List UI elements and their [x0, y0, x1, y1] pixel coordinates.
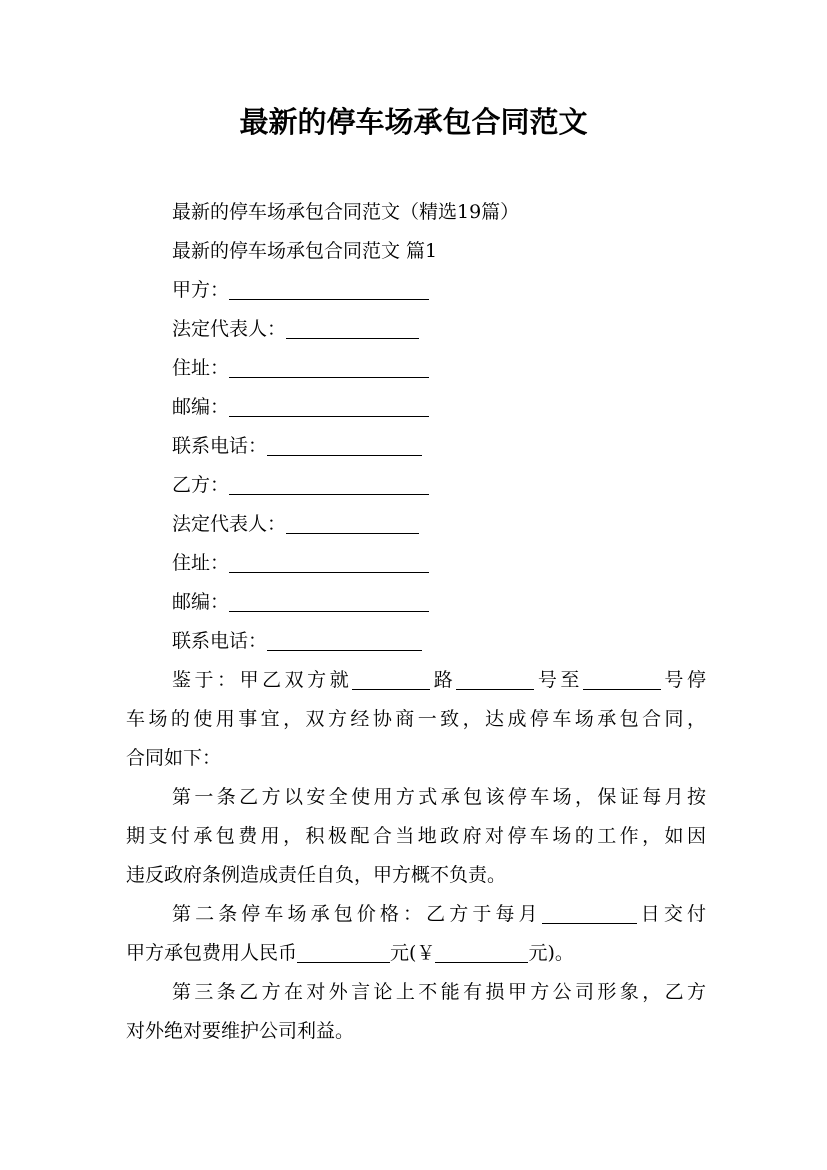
article-2-line-1: [126, 895, 706, 934]
party-a-address-line: [126, 349, 706, 388]
party-a-rep-blank: [286, 316, 419, 339]
party-b-phone-blank: [267, 628, 422, 651]
party-b-name-line: [126, 466, 706, 505]
party-a-address-blank: [229, 355, 429, 378]
party-a-address-label: 住址：: [172, 357, 230, 379]
party-a-name-label: 甲方：: [172, 279, 230, 301]
article-2-line-2: [126, 934, 706, 973]
article-2-text-1: 第二条停车场承包价格：乙方于每月: [172, 903, 542, 925]
preamble-line-3: 合同如下：: [126, 747, 222, 769]
article-3-line-1: 第三条乙方在对外言论上不能有损甲方公司形象，乙方: [172, 981, 706, 1003]
party-a-phone-blank: [267, 433, 422, 456]
preamble-line-1: [126, 661, 706, 700]
number-to-blank: [583, 667, 661, 690]
party-b-rep-blank: [286, 511, 419, 534]
article-1-line-2: 期支付承包费用，积极配合当地政府对停车场的工作，如因: [126, 825, 706, 847]
party-b-address-line: [126, 544, 706, 583]
article-3-line-2: 对外绝对要维护公司利益。: [126, 1020, 355, 1042]
subtitle: 最新的停车场承包合同范文（精选19篇）: [172, 201, 520, 223]
article-1-line-1: 第一条乙方以安全使用方式承包该停车场，保证每月按: [172, 786, 706, 808]
party-b-phone-label: 联系电话：: [172, 630, 268, 652]
party-a-name-blank: [229, 277, 429, 300]
party-a-phone-line: [126, 427, 706, 466]
party-a-rep-label: 法定代表人：: [172, 318, 287, 340]
party-b-phone-line: [126, 622, 706, 661]
amount-words-blank: [297, 940, 390, 963]
article-2-text-4: 元(￥: [390, 942, 436, 964]
amount-figures-blank: [435, 940, 528, 963]
party-a-postcode-label: 邮编：: [172, 396, 230, 418]
party-b-postcode-blank: [229, 589, 429, 612]
payment-day-blank: [542, 901, 637, 924]
article-2-text-5: 元)。: [528, 942, 574, 964]
party-a-postcode-blank: [229, 394, 429, 417]
party-b-address-label: 住址：: [172, 552, 230, 574]
party-a-rep-line: [126, 310, 706, 349]
party-b-postcode-line: [126, 583, 706, 622]
party-b-rep-line: [126, 505, 706, 544]
preamble-text-4: 号停: [660, 669, 706, 691]
party-b-postcode-label: 邮编：: [172, 591, 230, 613]
document-title: 最新的停车场承包合同范文: [239, 105, 588, 139]
preamble-text-1: 鉴于：甲乙双方就: [172, 669, 353, 691]
section-heading: 最新的停车场承包合同范文 篇1: [172, 240, 438, 262]
party-a-postcode-line: [126, 388, 706, 427]
preamble-text-2: 路: [430, 669, 457, 691]
preamble-text-3: 号至: [534, 669, 583, 691]
article-2-text-3: 甲方承包费用人民币: [126, 942, 298, 964]
party-b-address-blank: [229, 550, 429, 573]
party-b-name-label: 乙方：: [172, 474, 230, 496]
number-from-blank: [456, 667, 534, 690]
party-a-phone-label: 联系电话：: [172, 435, 268, 457]
article-1-line-3: 违反政府条例造成责任自负，甲方概不负责。: [126, 864, 507, 886]
article-2-text-2: 日交付: [636, 903, 706, 925]
preamble-line-2: 车场的使用事宜，双方经协商一致，达成停车场承包合同，: [126, 708, 706, 730]
document-body: [126, 193, 706, 1051]
party-b-name-blank: [229, 472, 429, 495]
party-a-name-line: [126, 271, 706, 310]
road-blank: [352, 667, 430, 690]
party-b-rep-label: 法定代表人：: [172, 513, 287, 535]
